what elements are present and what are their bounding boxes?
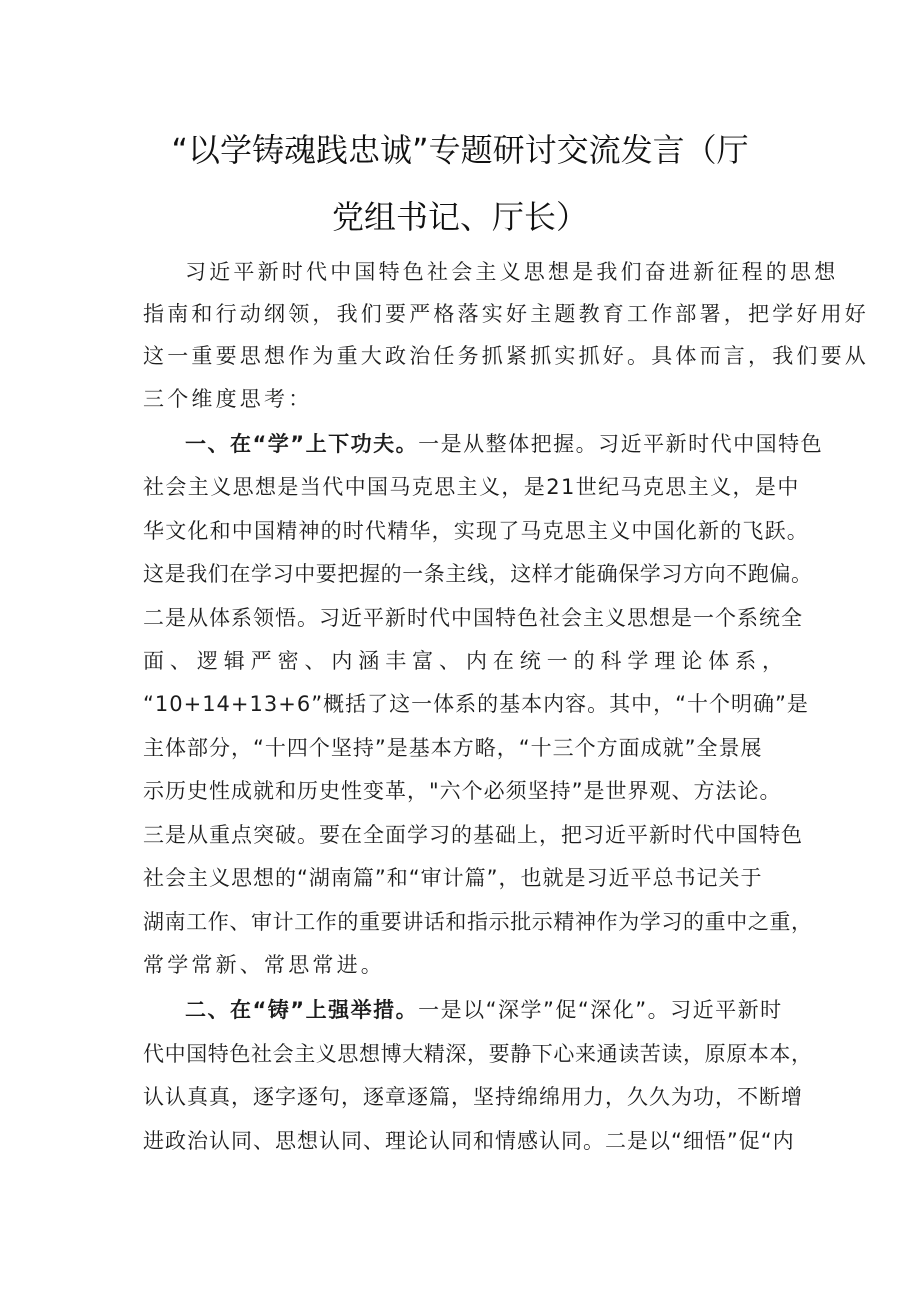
intro-line: 指南和行动纲领，我们要严格落实好主题教育工作部署，把学好用好: [143, 302, 869, 326]
section-2-heading: 二、在“铸”上强举措。: [185, 998, 419, 1022]
body-line: 社会主义思想的“湖南篇”和“审计篇”，也就是习近平总书记关于: [143, 866, 763, 890]
intro-line: 这一重要思想作为重大政治任务抓紧抓实抓好。具体而言，我们要从: [143, 344, 869, 368]
body-line: 社会主义思想是当代中国马克思主义，是21世纪马克思主义，是中: [143, 475, 800, 499]
document-title-line-1: “以学铸魂践忠诚”专题研讨交流发言（厅: [171, 131, 749, 169]
body-line: 示历史性成就和历史性变革，"六个必须坚持”是世界观、方法论。: [143, 779, 782, 803]
body-line: 三是从重点突破。要在全面学习的基础上，把习近平新时代中国特色: [143, 823, 803, 847]
intro-line: 习近平新时代中国特色社会主义思想是我们奋进新征程的思想: [185, 260, 839, 284]
section-1-first-line-text: 一是从整体把握。习近平新时代中国特色: [418, 432, 824, 456]
body-line: “10+14+13+6”概括了这一体系的基本内容。其中，“十个明确”是: [143, 692, 809, 716]
intro-line: 三个维度思考：: [143, 387, 313, 411]
body-line: 常学常新、常思常进。: [143, 953, 385, 977]
body-line: 进政治认同、思想认同、理论认同和情感认同。二是以“细悟”促“内: [143, 1129, 795, 1153]
body-line: 认认真真，逐字逐句，逐章逐篇，坚持绵绵用力，久久为功，不断增: [143, 1085, 803, 1109]
section-2-first-line-text: 一是以“深学”促“深化”。习近平新时: [418, 998, 783, 1022]
section-2-first-line: [185, 995, 783, 1025]
body-line: 湖南工作、审计工作的重要讲话和指示批示精神作为学习的重中之重，: [143, 910, 813, 934]
body-line: 二是从体系领悟。习近平新时代中国特色社会主义思想是一个系统全: [143, 606, 803, 630]
body-line: 华文化和中国精神的时代精华，实现了马克思主义中国化新的飞跃。: [143, 519, 809, 543]
body-line: 主体部分，“十四个坚持”是基本方略，“十三个方面成就”全景展: [143, 736, 763, 760]
body-line: 这是我们在学习中要把握的一条主线，这样才能确保学习方向不跑偏。: [143, 562, 813, 586]
section-1-first-line: [185, 429, 824, 459]
section-1-heading: 一、在“学”上下功夫。: [185, 432, 419, 456]
document-title-line-2: 党组书记、厅长）: [331, 198, 588, 236]
body-line: 代中国特色社会主义思想博大精深，要静下心来通读苦读，原原本本，: [143, 1042, 813, 1066]
body-line: 面、逻辑严密、内涵丰富、内在统一的科学理论体系，: [143, 649, 783, 673]
